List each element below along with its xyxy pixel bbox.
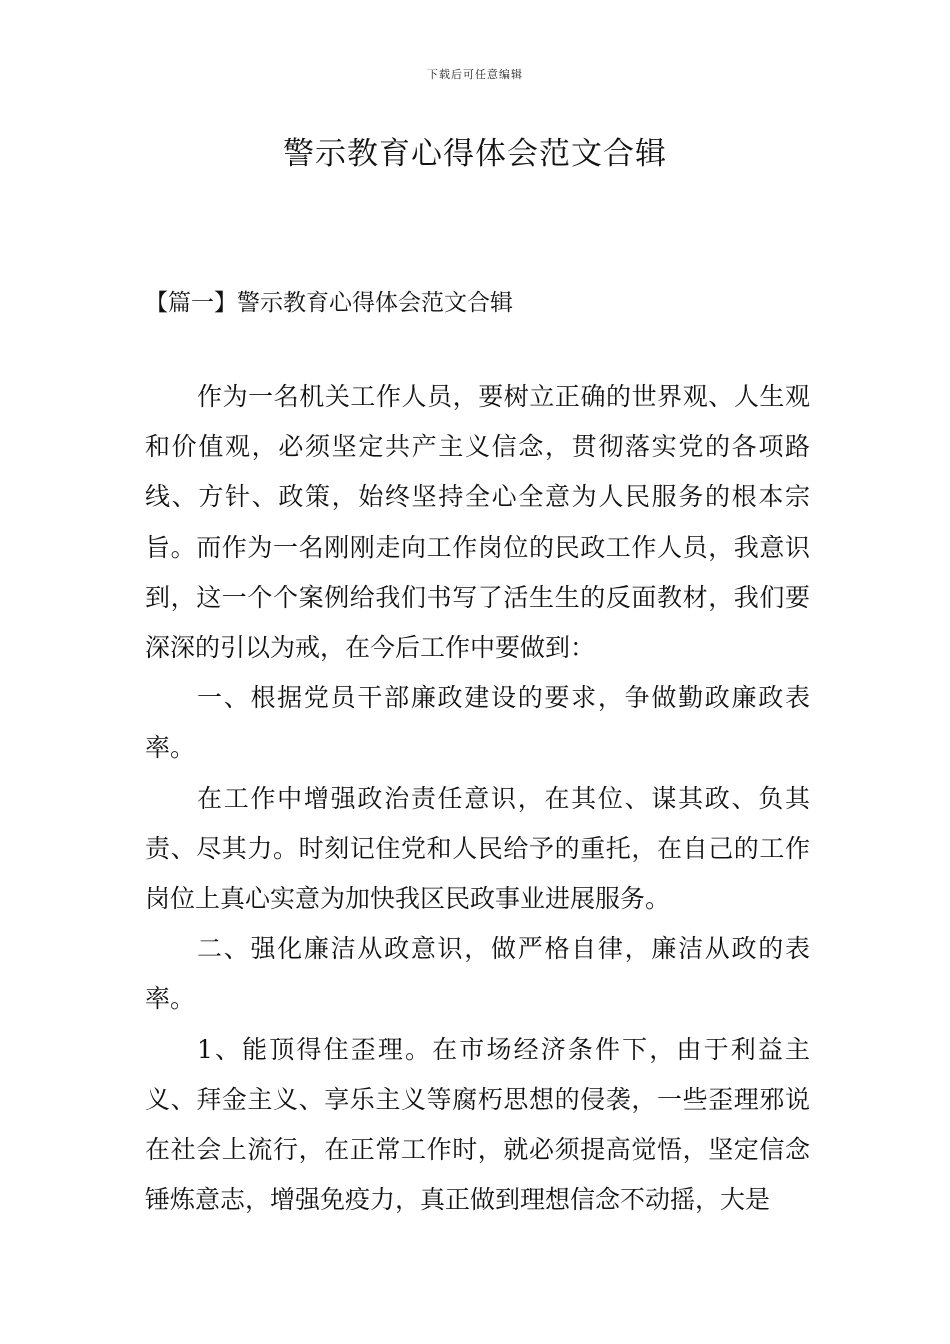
paragraph: 在工作中增强政治责任意识，在其位、谋其政、负其责、尽其力。时刻记住党和人民给予的重托，在自己的工作岗位上真心实意为加快我区民政事业进展服务。 — [145, 783, 810, 914]
paragraph: 1、能顶得住歪理。在市场经济条件下，由于利益主义、拜金主义、享乐主义等腐朽思想的侵袭，一些歪理邪说在社会上流行，在正常工作时，就必须提高觉悟，坚定信念锤炼意志，增强免疫力，真正做到理想信念不动摇，大是 — [145, 1034, 810, 1215]
paragraph: 一、根据党员干部廉政建设的要求，争做勤政廉政表率。 — [145, 683, 810, 763]
document-body — [145, 372, 810, 1225]
header-note: 下载后可任意编辑 — [427, 68, 523, 81]
paragraph: 二、强化廉洁从政意识，做严格自律，廉洁从政的表率。 — [145, 934, 810, 1014]
paragraph: 作为一名机关工作人员，要树立正确的世界观、人生观和价值观，必须坚定共产主义信念，贯彻落实党的各项路线、方针、政策，始终坚持全心全意为人民服务的根本宗旨。而作为一名刚刚走向工作岗位的民政工作人员，我意识到，这一个个案例给我们书写了活生生的反面教材，我们要深深的引以为戒，在今后工作中要做到： — [145, 382, 810, 663]
section-heading: 【篇一】警示教育心得体会范文合辑 — [145, 290, 513, 316]
document-title: 警示教育心得体会范文合辑 — [283, 136, 667, 172]
